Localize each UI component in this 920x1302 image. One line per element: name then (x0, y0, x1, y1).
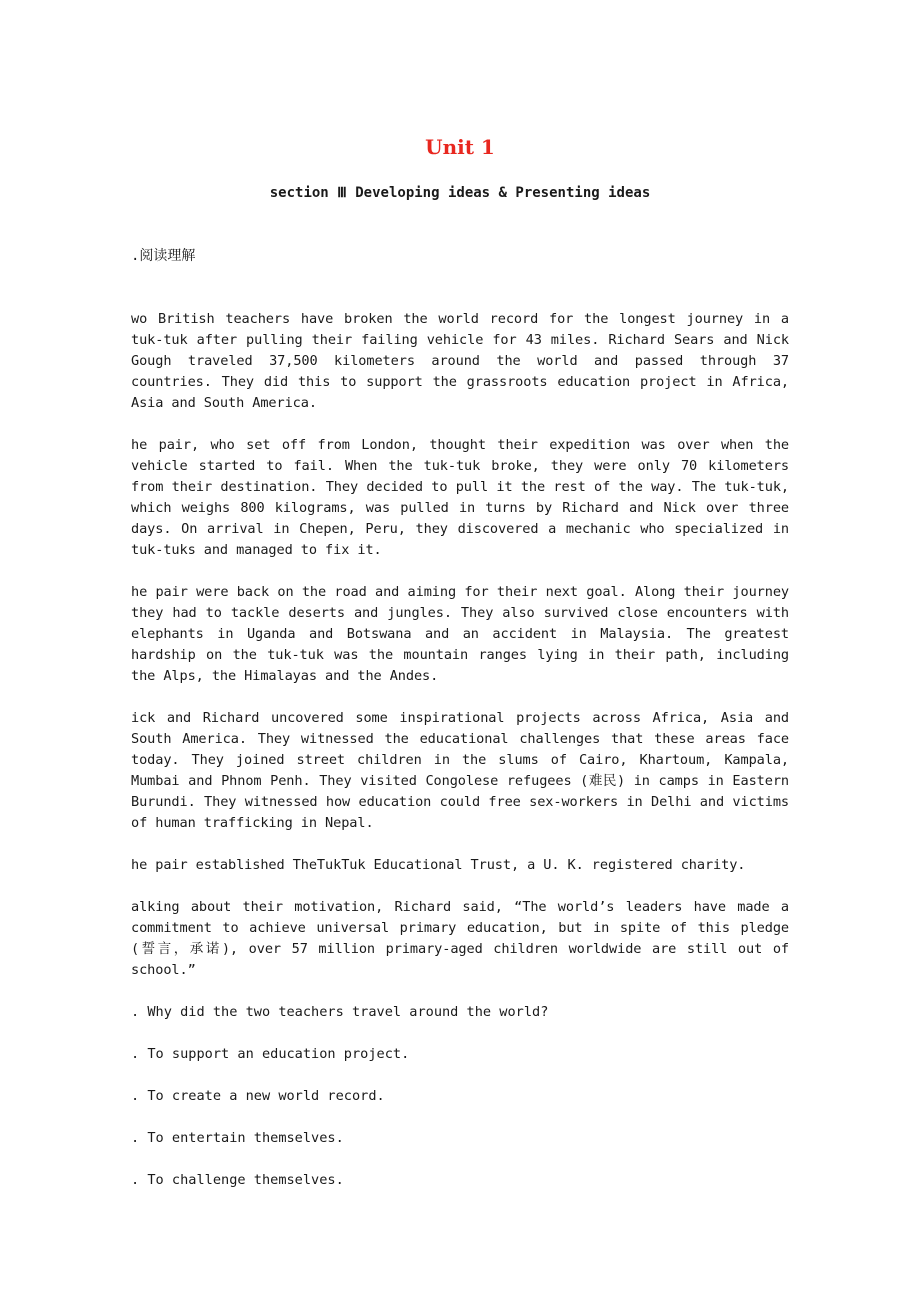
section-subtitle: section Ⅲ Developing ideas & Presenting ideas (269, 185, 651, 201)
question-prompt: . Why did the two teachers travel around the world? (131, 1004, 549, 1020)
paragraph-5: he pair established TheTukTuk Educational Trust, a U. K. registered charity. (131, 857, 746, 873)
passage-body (131, 309, 789, 1212)
page-title: Unit 1 (425, 135, 495, 159)
reading-comprehension-label: .阅读理解 (131, 248, 196, 264)
paragraph-6: alking about their motivation, Richard said, “The world’s leaders have made a commitment to achieve universal primary education, but in spite of this pledge (誓言，承诺), over 57 million primary-aged children worldwide are still out of school.” (131, 899, 789, 978)
answer-option-a: . To support an education project. (131, 1046, 410, 1062)
answer-option-d: . To challenge themselves. (131, 1172, 344, 1188)
answer-option-c: . To entertain themselves. (131, 1130, 344, 1146)
paragraph-2: he pair, who set off from London, thought their expedition was over when the vehicle started to fail. When the tuk-tuk broke, they were only 70 kilometers from their destination. They decided to pull it the rest of the way. The tuk-tuk, which weighs 800 kilograms, was pulled in turns by Richard and Nick over three days. On arrival in Chepen, Peru, they discovered a mechanic who specialized in tuk-tuks and managed to fix it. (131, 437, 789, 558)
paragraph-1: wo British teachers have broken the world record for the longest journey in a tuk-tuk after pulling their failing vehicle for 43 miles. Richard Sears and Nick Gough traveled 37,500 kilometers around the world and passed through 37 countries. They did this to support the grassroots education project in Africa, Asia and South America. (131, 311, 789, 411)
paragraph-3: he pair were back on the road and aiming for their next goal. Along their journey they had to tackle deserts and jungles. They also survived close encounters with elephants in Uganda and Botswana and an accident in Malaysia. The greatest hardship on the tuk-tuk was the mountain ranges lying in their path, including the Alps, the Himalayas and the Andes. (131, 584, 789, 684)
paragraph-4: ick and Richard uncovered some inspirational projects across Africa, Asia and South America. They witnessed the educational challenges that these areas face today. They joined street children in the slums of Cairo, Khartoum, Kampala, Mumbai and Phnom Penh. They visited Congolese refugees (难民) in camps in Eastern Burundi. They witnessed how education could free sex-workers in Delhi and victims of human trafficking in Nepal. (131, 710, 789, 831)
answer-option-b: . To create a new world record. (131, 1088, 385, 1104)
